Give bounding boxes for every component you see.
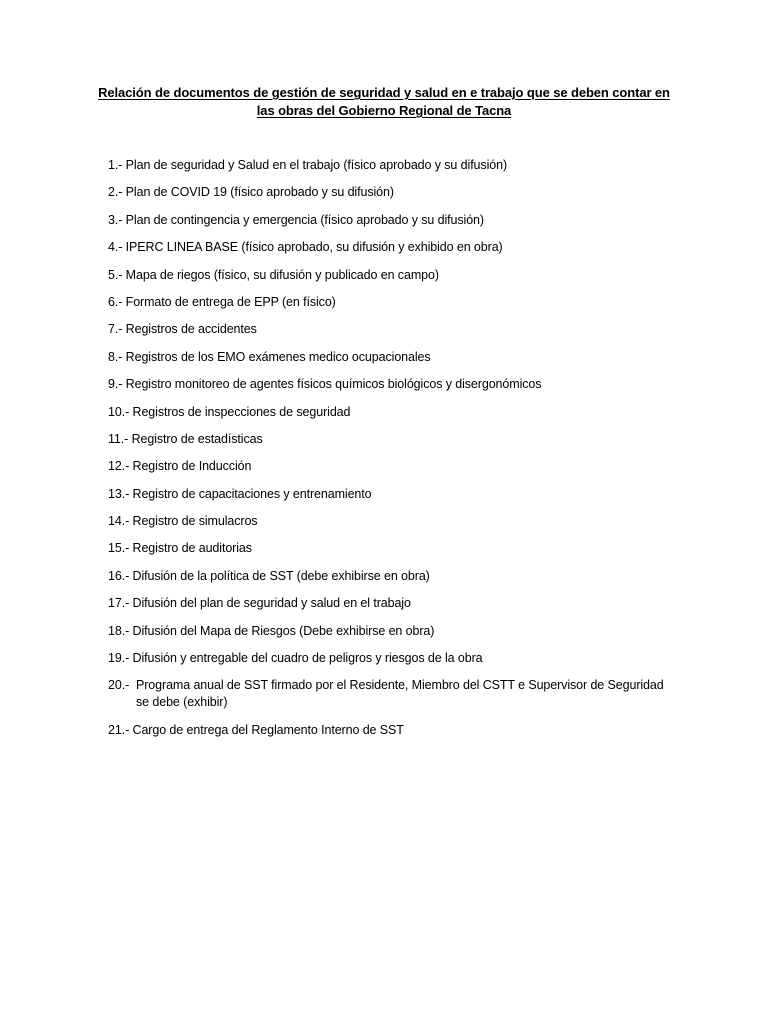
list-item [108, 650, 668, 667]
list-item [108, 458, 668, 475]
item-text: Mapa de riegos (físico, su difusión y publicado en campo) [125, 267, 439, 282]
item-text: Difusión de la política de SST (debe exhibirse en obra) [132, 568, 430, 583]
list-item [108, 677, 668, 711]
item-number: 3.- [108, 212, 126, 227]
item-number: 12.- [108, 459, 133, 474]
item-number: 7.- [108, 322, 126, 337]
item-text: Registro de Inducción [132, 459, 252, 474]
item-number: 19.- [108, 651, 133, 666]
list-item [108, 513, 668, 530]
item-number: 4.- [108, 240, 126, 255]
item-number: 9.- [108, 377, 126, 392]
item-text: Formato de entrega de EPP (en físico) [125, 294, 336, 309]
item-number: 6.- [108, 294, 126, 309]
item-number: 11.- [108, 431, 132, 446]
list-item [108, 184, 668, 201]
list-item [108, 294, 668, 311]
item-text: Plan de COVID 19 (físico aprobado y su difusión) [125, 185, 394, 200]
list-item [108, 321, 668, 338]
item-number: 15.- [108, 541, 133, 556]
item-text: Difusión y entregable del cuadro de peligros y riesgos de la obra [132, 651, 483, 666]
item-text: Registros de accidentes [125, 322, 257, 337]
item-number: 1.- [108, 158, 126, 172]
item-number: 5.- [108, 267, 126, 282]
item-text: Registro de capacitaciones y entrenamiento [132, 486, 372, 501]
item-text: Registro de estadísticas [131, 431, 263, 446]
item-number: 18.- [108, 623, 133, 638]
item-text: Programa anual de SST firmado por el Residente, Miembro del CSTT e Supervisor de Seguridad se debe (exhibir) [136, 678, 664, 710]
item-number: 13.- [108, 486, 133, 501]
item-text: Cargo de entrega del Reglamento Interno de SST [132, 722, 404, 737]
list-item [108, 431, 668, 448]
item-text: Registro de simulacros [132, 514, 258, 529]
list-item [108, 486, 668, 503]
item-number: 21.- [108, 722, 133, 737]
item-text: Registro de auditorias [132, 541, 252, 556]
item-number: 17.- [108, 596, 133, 611]
list-item [108, 722, 668, 739]
list-item [108, 623, 668, 640]
document-title-line-1: Relación de documentos de gestión de seguridad y salud en e trabajo que se deben contar en [98, 85, 670, 100]
item-text: Registros de inspecciones de seguridad [132, 404, 351, 419]
list-item [108, 212, 668, 229]
item-number: 10.- [108, 404, 133, 419]
list-item [108, 239, 668, 256]
item-text: IPERC LINEA BASE (físico aprobado, su difusión y exhibido en obra) [125, 240, 503, 255]
item-number: 16.- [108, 568, 133, 583]
item-number: 8.- [108, 349, 126, 364]
item-text: Plan de seguridad y Salud en el trabajo (físico aprobado y su difusión) [125, 158, 508, 172]
list-item [108, 540, 668, 557]
item-number: 2.- [108, 185, 126, 200]
list-item [108, 595, 668, 612]
item-number: 20.- [108, 678, 133, 693]
document-title [96, 84, 672, 120]
item-text: Registro monitoreo de agentes físicos químicos biológicos y disergonómicos [125, 377, 542, 392]
list-item [108, 568, 668, 585]
list-item [108, 376, 668, 393]
list-item [108, 267, 668, 284]
item-number: 14.- [108, 514, 133, 529]
document-list [108, 157, 668, 749]
list-item [108, 157, 668, 174]
list-item [108, 404, 668, 421]
item-text: Difusión del Mapa de Riesgos (Debe exhibirse en obra) [132, 623, 435, 638]
item-text: Registros de los EMO exámenes medico ocupacionales [125, 349, 431, 364]
document-title-line-2: las obras del Gobierno Regional de Tacna [256, 103, 512, 118]
item-text: Difusión del plan de seguridad y salud en el trabajo [132, 596, 411, 611]
item-text: Plan de contingencia y emergencia (físico aprobado y su difusión) [125, 212, 484, 227]
list-item [108, 349, 668, 366]
